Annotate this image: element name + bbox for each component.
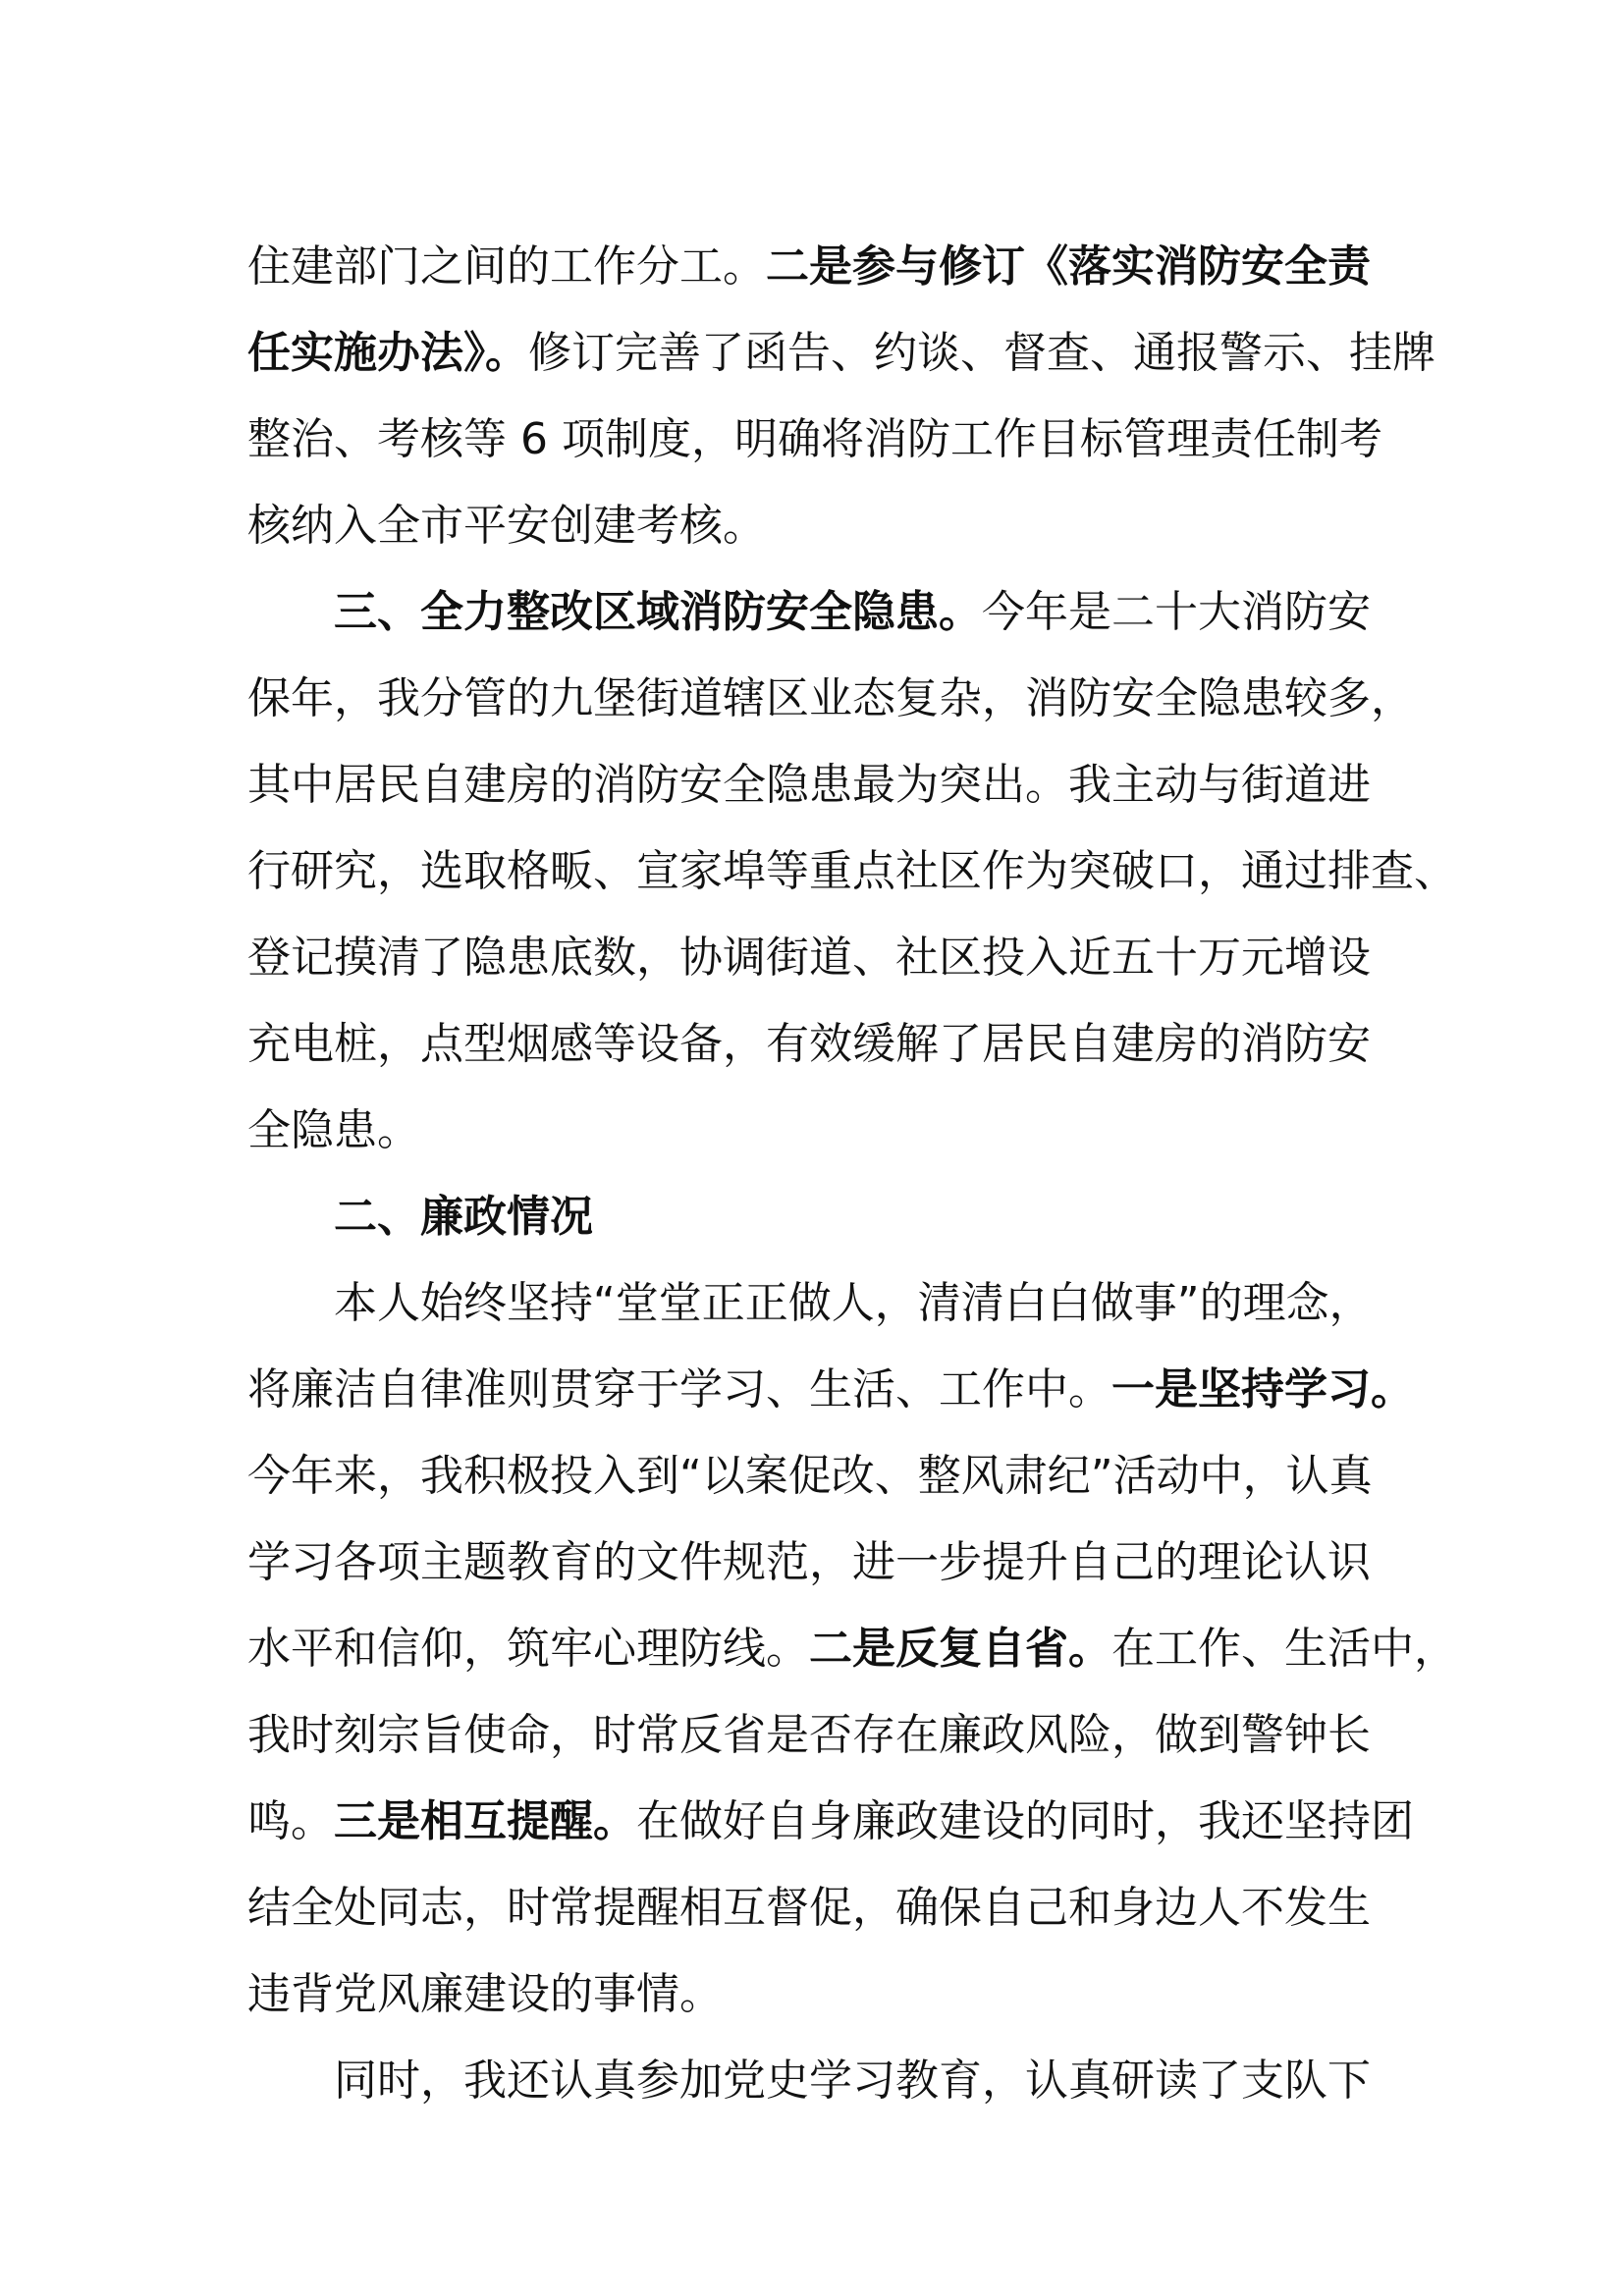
bold-text-run: 二是参与修订《落实消防安全责 — [766, 241, 1371, 292]
text-line: 我时刻宗旨使命，时常反省是否存在廉政风险，做到警钟长 — [247, 1710, 1371, 1760]
text-line: 登记摸清了隐患底数，协调街道、社区投入近五十万元增设 — [247, 933, 1371, 983]
text-line — [247, 569, 1406, 656]
bold-text-run: 任实施办法》。 — [247, 328, 528, 378]
paragraph-hazard-rectification — [247, 569, 1457, 1174]
bold-text-run: 三是相互提醒。 — [334, 1796, 636, 1846]
text-line — [247, 1347, 1414, 1433]
text-line — [247, 310, 1435, 397]
text-line: 结全处同志，时常提醒相互督促，确保自己和身边人不发生 — [247, 1883, 1371, 1933]
section-heading: 二、廉政情况 — [334, 1192, 593, 1242]
text-line: 其中居民自建房的消防安全隐患最为突出。我主动与街道进 — [247, 760, 1371, 810]
text-line — [247, 1606, 1457, 1692]
text-line: 核纳入全市平安创建考核。 — [247, 501, 766, 551]
text-run: 鸣。 — [247, 1796, 334, 1846]
paragraph-party-history — [247, 2038, 1406, 2124]
section-heading: 三、全力整改区域消防安全隐患。 — [334, 587, 982, 637]
bold-text-run: 二是反复自省。 — [809, 1624, 1111, 1674]
text-run: 在做好自身廉政建设的同时，我还坚持团 — [636, 1796, 1414, 1846]
bold-text-run: 一是坚持学习。 — [1111, 1364, 1414, 1415]
text-line: 行研究，选取格畈、宣家埠等重点社区作为突破口，通过排查、 — [247, 846, 1457, 896]
text-line: 学习各项主题教育的文件规范，进一步提升自己的理论认识 — [247, 1537, 1371, 1587]
text-run: 将廉洁自律准则贯穿于学习、生活、工作中。 — [247, 1364, 1111, 1415]
heading-integrity — [247, 1174, 1406, 1260]
text-line: 违背党风廉建设的事情。 — [247, 1969, 723, 2019]
paragraph-fire-responsibility — [247, 224, 1435, 569]
paragraph-integrity — [247, 1260, 1457, 2038]
text-line: 整治、考核等 6 项制度，明确将消防工作目标管理责任制考 — [247, 414, 1382, 464]
text-line — [247, 1779, 1414, 1865]
text-line — [247, 224, 1406, 310]
document-body — [247, 224, 1457, 2124]
text-line: 同时，我还认真参加党史学习教育，认真研读了支队下 — [334, 2056, 1371, 2106]
text-run: 在工作、生活中， — [1111, 1624, 1457, 1674]
text-line: 充电桩，点型烟感等设备，有效缓解了居民自建房的消防安 — [247, 1019, 1371, 1069]
text-run: 修订完善了函告、约谈、督查、通报警示、挂牌 — [528, 328, 1435, 378]
text-run: 今年是二十大消防安 — [982, 587, 1371, 637]
text-run: 水平和信仰，筑牢心理防线。 — [247, 1624, 809, 1674]
text-line: 保年，我分管的九堡街道辖区业态复杂，消防安全隐患较多， — [247, 673, 1414, 723]
text-run: 住建部门之间的工作分工。 — [247, 241, 766, 292]
text-line: 本人始终坚持“堂堂正正做人，清清白白做事”的理念， — [334, 1278, 1373, 1328]
text-line: 今年来，我积极投入到“以案促改、整风肃纪”活动中，认真 — [247, 1451, 1373, 1501]
text-line: 全隐患。 — [247, 1105, 420, 1155]
